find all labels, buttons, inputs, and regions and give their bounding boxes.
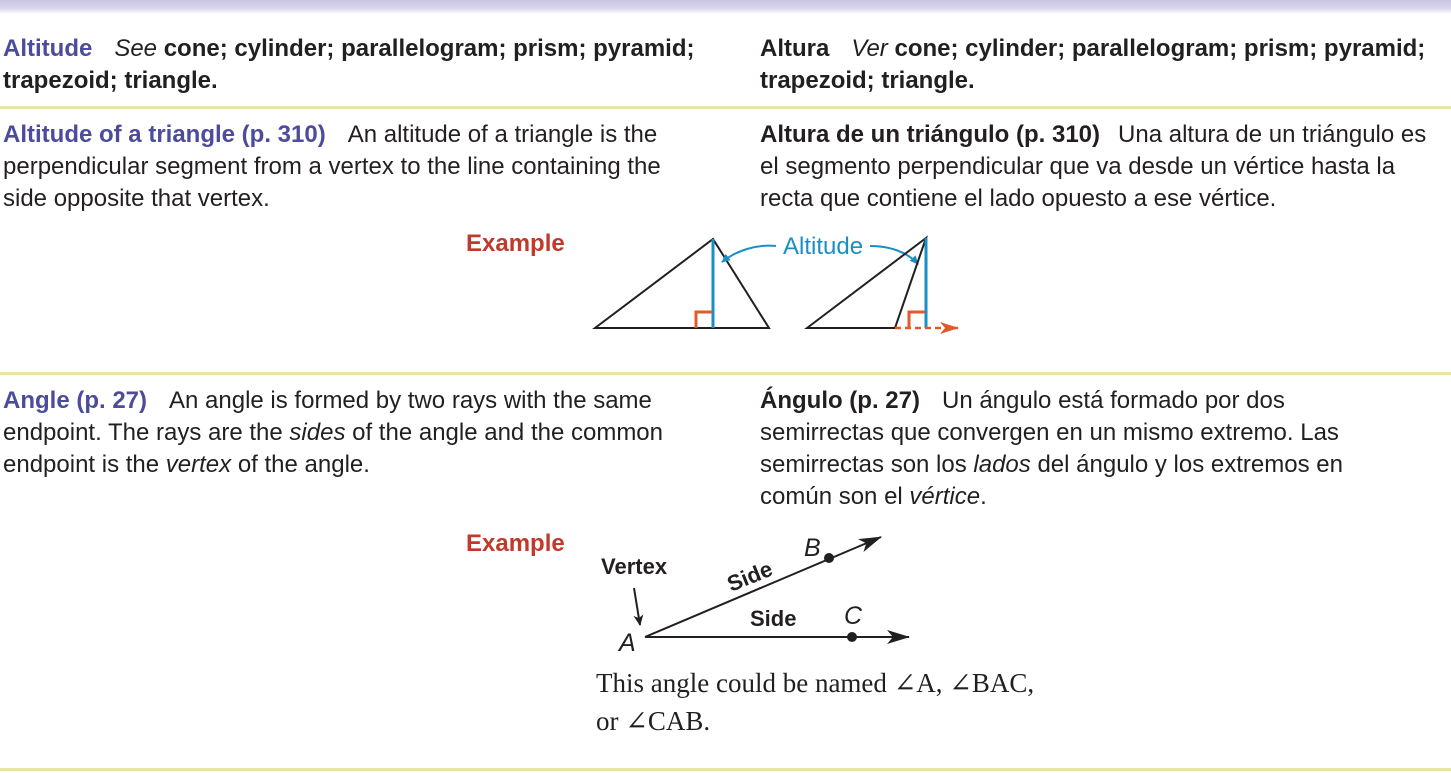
definition-text: Una altura de un triángulo es el segmento perpendicular que va desde un vértice hasta la recta que contiene el lado opuesto a ese vértice. (760, 121, 1427, 212)
point-b-dot (824, 553, 834, 563)
divider-rule (0, 768, 1451, 771)
definition-text-3: of the angle. (237, 451, 370, 478)
see-references: cone; cylinder; parallelogram; prism; pyramid; trapezoid; triangle. (3, 35, 695, 94)
definition-lados: lados (973, 451, 1031, 478)
definition-vertice: vértice (909, 483, 981, 510)
definition-text-3: . (980, 483, 987, 510)
term-altura: Altura (760, 35, 830, 62)
definition-text-2: of the angle and the common endpoint is the (3, 419, 663, 478)
term-angle: Angle (p. 27) (3, 387, 148, 414)
caption-line-2: or ∠CAB. (596, 706, 711, 736)
definition-text-1: An angle is formed by two rays with the same endpoint. The rays are the (3, 387, 652, 446)
point-c-label: C (844, 602, 863, 630)
definition-sides: sides (289, 419, 346, 446)
side-label-lower: Side (750, 606, 797, 631)
angle-caption (596, 664, 1156, 740)
term-altitude-of-triangle: Altitude of a triangle (p. 310) (3, 121, 326, 148)
entry-angle-es (760, 385, 1400, 513)
point-c-dot (847, 632, 857, 642)
definition-vertex: vertex (165, 451, 232, 478)
see-label: See (114, 35, 158, 62)
definition-text-2: del ángulo y los extremos en común son el (760, 451, 1343, 510)
term-angulo: Ángulo (p. 27) (760, 387, 920, 414)
definition-text: An altitude of a triangle is the perpendicular segment from a vertex to the line containing the side opposite that vertex. (3, 121, 661, 212)
example-label: Example (466, 230, 565, 257)
acute-triangle (595, 239, 769, 328)
altitude-arrow-left (722, 246, 776, 262)
divider-rule (0, 372, 1451, 375)
definition-text-1: Un ángulo está formado por dos semirrectas que convergen en un mismo extremo. Las semirrectas son los (760, 387, 1339, 478)
caption-line-1: This angle could be named ∠A, ∠BAC, (596, 668, 1035, 698)
right-angle-mark-outside (909, 312, 925, 328)
ver-label: Ver (851, 35, 888, 62)
right-angle-mark (696, 312, 712, 328)
point-a-label: A (619, 629, 636, 657)
altitude-label: Altitude (783, 233, 864, 260)
point-b-label: B (804, 534, 821, 562)
example-label: Example (466, 530, 565, 557)
term-altitude: Altitude (3, 35, 93, 62)
vertex-pointer-arrow (634, 588, 640, 625)
side-label-upper: Side (723, 556, 776, 597)
entry-angle-en (3, 385, 683, 481)
ver-references: cone; cylinder; parallelogram; prism; pyramid; trapezoid; triangle. (760, 35, 1426, 94)
vertex-label: Vertex (601, 554, 668, 579)
term-altura-triangulo: Altura de un triángulo (p. 310) (760, 121, 1101, 148)
